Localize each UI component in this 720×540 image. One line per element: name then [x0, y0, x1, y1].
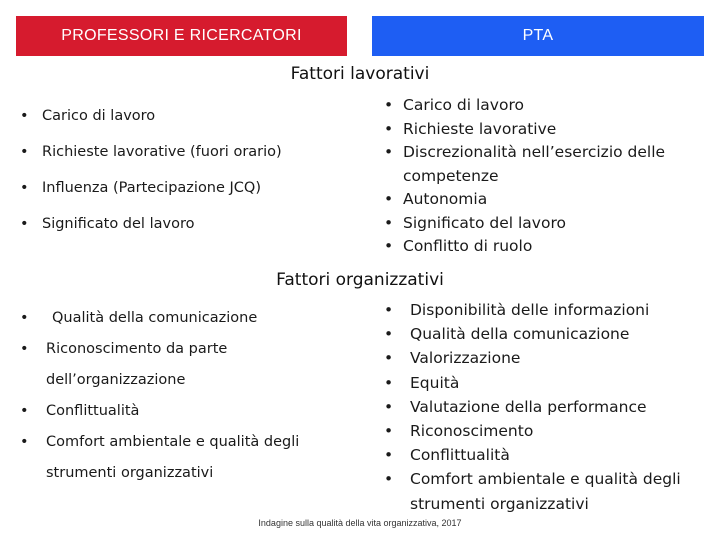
- list-item: • Autonomia: [384, 188, 704, 212]
- bullet-icon: •: [384, 237, 394, 255]
- bullet-icon: •: [384, 143, 394, 161]
- list-item: • Riconoscimento: [384, 419, 714, 443]
- fattori-lavorativi-title: Fattori lavorativi: [290, 64, 430, 84]
- list-item: • Significato del lavoro: [384, 212, 704, 236]
- bullet-icon: •: [384, 190, 394, 208]
- bullet-icon: •: [20, 144, 29, 160]
- organizzativi-left-list: [20, 303, 365, 489]
- list-item: • Comfort ambientale e qualità degli strumenti organizzativi: [384, 467, 714, 515]
- list-item: • Influenza (Partecipazione JCQ): [20, 176, 360, 212]
- list-item: • Discrezionalità nell’esercizio delle competenze: [384, 143, 666, 185]
- bullet-icon: •: [384, 422, 394, 441]
- bullet-icon: •: [384, 397, 394, 416]
- list-item: • Richieste lavorative (fuori orario): [20, 140, 360, 176]
- list-item: • Carico di lavoro: [384, 94, 704, 118]
- fattori-organizzativi-title: Fattori organizzativi: [276, 270, 444, 290]
- list-item: • Conflittualità: [384, 443, 714, 467]
- bullet-icon: •: [20, 108, 29, 124]
- list-item: • Equità: [384, 371, 714, 395]
- list-item: • Qualità della comunicazione: [384, 322, 714, 346]
- list-item: • Carico di lavoro: [20, 104, 360, 140]
- bullet-icon: •: [384, 446, 394, 465]
- list-item: • Valorizzazione: [384, 346, 714, 370]
- list-item: • Qualità della comunicazione: [20, 303, 365, 334]
- pta-banner: [372, 16, 704, 56]
- bullet-icon: •: [20, 403, 29, 419]
- bullet-icon: •: [384, 373, 394, 392]
- professori-ricercatori-banner: [16, 16, 347, 56]
- list-item: • Disponibilità delle informazioni: [384, 298, 714, 322]
- bullet-icon: •: [20, 310, 29, 326]
- list-item: • Richieste lavorative: [384, 118, 704, 142]
- bullet-icon: •: [384, 96, 394, 114]
- bullet-icon: •: [20, 180, 29, 196]
- list-item: • Significato del lavoro: [20, 212, 360, 248]
- bullet-icon: •: [384, 325, 394, 344]
- bullet-icon: •: [384, 119, 394, 138]
- footer-caption: Indagine sulla qualità della vita organizzativa, 2017: [258, 518, 462, 528]
- banner-label: PTA: [522, 27, 554, 44]
- list-item: • Conflittualità: [20, 396, 365, 427]
- lavorativi-left-list: [20, 104, 360, 248]
- bullet-icon: •: [20, 216, 29, 232]
- list-item: • Comfort ambientale e qualità degli strumenti organizzativi: [20, 427, 365, 489]
- bullet-icon: •: [384, 470, 394, 489]
- bullet-icon: •: [384, 213, 394, 232]
- lavorativi-right-list: [384, 94, 704, 259]
- bullet-icon: •: [384, 349, 394, 368]
- banner-label: PROFESSORI E RICERCATORI: [61, 27, 302, 44]
- list-item: • Valutazione della performance: [384, 395, 714, 419]
- bullet-icon: •: [384, 301, 394, 319]
- organizzativi-right-list: [384, 298, 714, 516]
- list-item: • Conflitto di ruolo: [384, 235, 704, 259]
- list-item: • Riconoscimento da parte dell’organizzazione: [20, 334, 365, 396]
- bullet-icon: •: [20, 434, 29, 450]
- bullet-icon: •: [20, 341, 29, 357]
